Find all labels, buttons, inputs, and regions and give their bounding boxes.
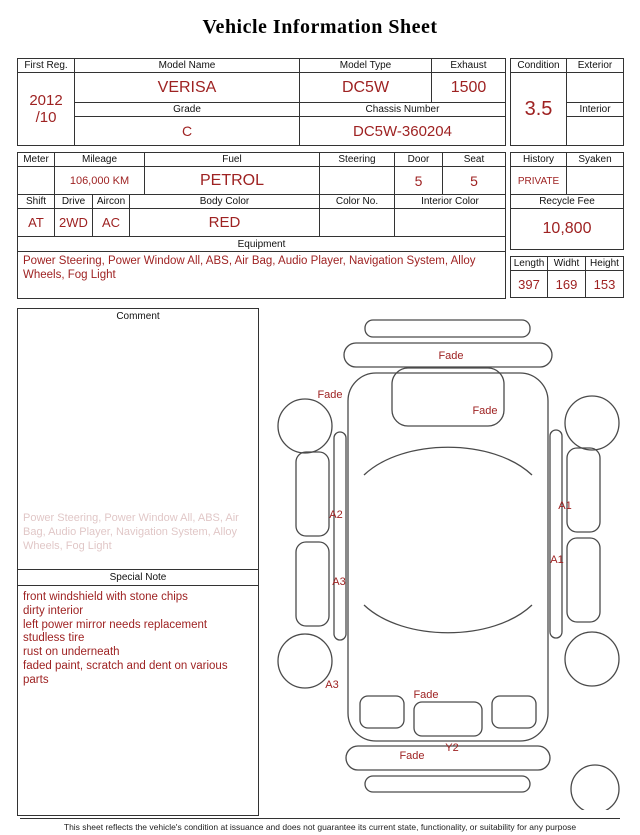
width-value: 169 [548, 271, 586, 297]
length-value: 397 [511, 271, 548, 297]
diagram-label-fade: Fade [317, 389, 343, 401]
special-note-line: faded paint, scratch and dent on various parts [23, 659, 228, 686]
history-value: PRIVATE [511, 167, 567, 195]
left-rear-door-panel [296, 452, 329, 536]
special-note-list [18, 586, 258, 693]
length-label: Length [511, 257, 548, 271]
first-reg-value [18, 73, 75, 145]
diagram-label-a2: A2 [329, 509, 343, 521]
exterior-label: Exterior [567, 59, 623, 73]
rear-glass [392, 368, 504, 426]
diagram-label-a1: A1 [558, 500, 572, 512]
body-color-label: Body Color [130, 195, 320, 209]
diagram-label-fade: Fade [438, 350, 464, 362]
info-table [17, 58, 506, 146]
condition-value: 3.5 [511, 73, 567, 145]
aircon-value: AC [93, 209, 130, 237]
first-reg-label: First Reg. [18, 59, 75, 73]
front-grille [414, 702, 482, 736]
grade-value: C [75, 117, 300, 145]
diagram-label-fade: Fade [399, 750, 425, 762]
wheel-rear-left [278, 399, 332, 453]
shift-value: AT [18, 209, 55, 237]
door-value: 5 [395, 167, 443, 195]
wheel-front-left [278, 634, 332, 688]
rear-spoiler-strip [365, 320, 530, 337]
ghost-equipment-text: Power Steering, Power Window All, ABS, Air Bag, Audio Player, Navigation System, Alloy Wheels, Fog Light [23, 512, 239, 552]
mileage-value: 106,000 KM [55, 167, 145, 195]
diagram-label-a1: A1 [550, 554, 564, 566]
equipment-value: Power Steering, Power Window All, ABS, Air Bag, Audio Player, Navigation System, Alloy Wheels, Fog Light [23, 255, 476, 282]
model-name-value: VERISA [75, 73, 300, 103]
wheel-front-right [565, 632, 619, 686]
first-reg-year: 2012 [29, 91, 63, 109]
model-type-value: DC5W [300, 73, 432, 103]
meter-label: Meter [18, 153, 55, 167]
mileage-label: Mileage [55, 153, 145, 167]
recycle-fee-table [510, 194, 624, 250]
comment-area [18, 324, 258, 569]
height-label: Height [586, 257, 623, 271]
exhaust-label: Exhaust [432, 59, 505, 73]
wheel-rear-right [565, 396, 619, 450]
dimensions-table [510, 256, 624, 298]
equipment-label: Equipment [18, 237, 505, 252]
fuel-label: Fuel [145, 153, 320, 167]
width-label: Widht [548, 257, 586, 271]
seat-label: Seat [443, 153, 505, 167]
windshield-line [364, 605, 532, 633]
syaken-label: Syaken [567, 153, 623, 167]
right-rear-door-panel [567, 448, 600, 532]
drive-label: Drive [55, 195, 93, 209]
disclaimer-footer: This sheet reflects the vehicle's condition at issuance and does not guarantee its current state, functionality, or suitability for any purpose [20, 818, 620, 832]
left-rocker-panel [334, 432, 346, 640]
page-title: Vehicle Information Sheet [202, 16, 438, 38]
front-bumper-strip [365, 776, 530, 792]
special-note-line: rust on underneath [23, 646, 120, 659]
history-label: History [511, 153, 567, 167]
interior-label: Interior [567, 103, 623, 117]
door-label: Door [395, 153, 443, 167]
special-note-line: dirty interior [23, 604, 84, 617]
color-no-value [320, 209, 395, 237]
grade-label: Grade [75, 103, 300, 117]
spare-wheel [571, 765, 619, 810]
right-front-door-panel [567, 538, 600, 622]
recycle-fee-value: 10,800 [542, 220, 592, 237]
right-headlight [492, 696, 536, 728]
model-type-label: Model Type [300, 59, 432, 73]
steering-value [320, 167, 395, 195]
steering-label: Steering [320, 153, 395, 167]
interior-value [567, 117, 623, 145]
special-note-line: left power mirror needs replacement [23, 618, 208, 631]
exhaust-value: 1500 [432, 73, 505, 103]
special-note-header: Special Note [18, 569, 258, 586]
history-table [510, 152, 624, 196]
first-reg-month: /10 [35, 109, 57, 126]
syaken-value [567, 167, 623, 195]
special-note-line: front windshield with stone chips [23, 591, 188, 603]
meter-value [18, 167, 55, 195]
right-rocker-panel [550, 430, 562, 638]
aircon-label: Aircon [93, 195, 130, 209]
interior-color-value [395, 209, 505, 237]
chassis-number-value: DC5W-360204 [353, 122, 452, 140]
left-front-door-panel [296, 542, 329, 626]
details-table [17, 152, 506, 299]
diagram-label-a3: A3 [332, 576, 346, 588]
rear-window-line [364, 447, 532, 475]
car-diagram [268, 310, 630, 810]
car-body-outline [348, 373, 548, 741]
chassis-number-label: Chassis Number [300, 103, 505, 117]
fuel-value: PETROL [145, 167, 320, 195]
drive-value: 2WD [55, 209, 93, 237]
recycle-fee-label: Recycle Fee [511, 195, 623, 209]
left-headlight [360, 696, 404, 728]
seat-value: 5 [443, 167, 505, 195]
comment-box [17, 308, 259, 816]
interior-color-label: Interior Color [395, 195, 505, 209]
condition-table [510, 58, 624, 146]
comment-header: Comment [116, 311, 160, 322]
color-no-label: Color No. [320, 195, 395, 209]
diagram-label-fade: Fade [413, 689, 439, 701]
diagram-label-a3: A3 [325, 679, 339, 691]
special-note-line: studless tire [23, 632, 85, 645]
condition-label: Condition [511, 59, 567, 73]
diagram-label-fade: Fade [472, 405, 498, 417]
height-value: 153 [593, 276, 616, 292]
body-color-value: RED [130, 209, 320, 237]
diagram-label-y2: Y2 [445, 742, 459, 754]
exterior-value [567, 73, 623, 103]
shift-label: Shift [18, 195, 55, 209]
model-name-label: Model Name [75, 59, 300, 73]
